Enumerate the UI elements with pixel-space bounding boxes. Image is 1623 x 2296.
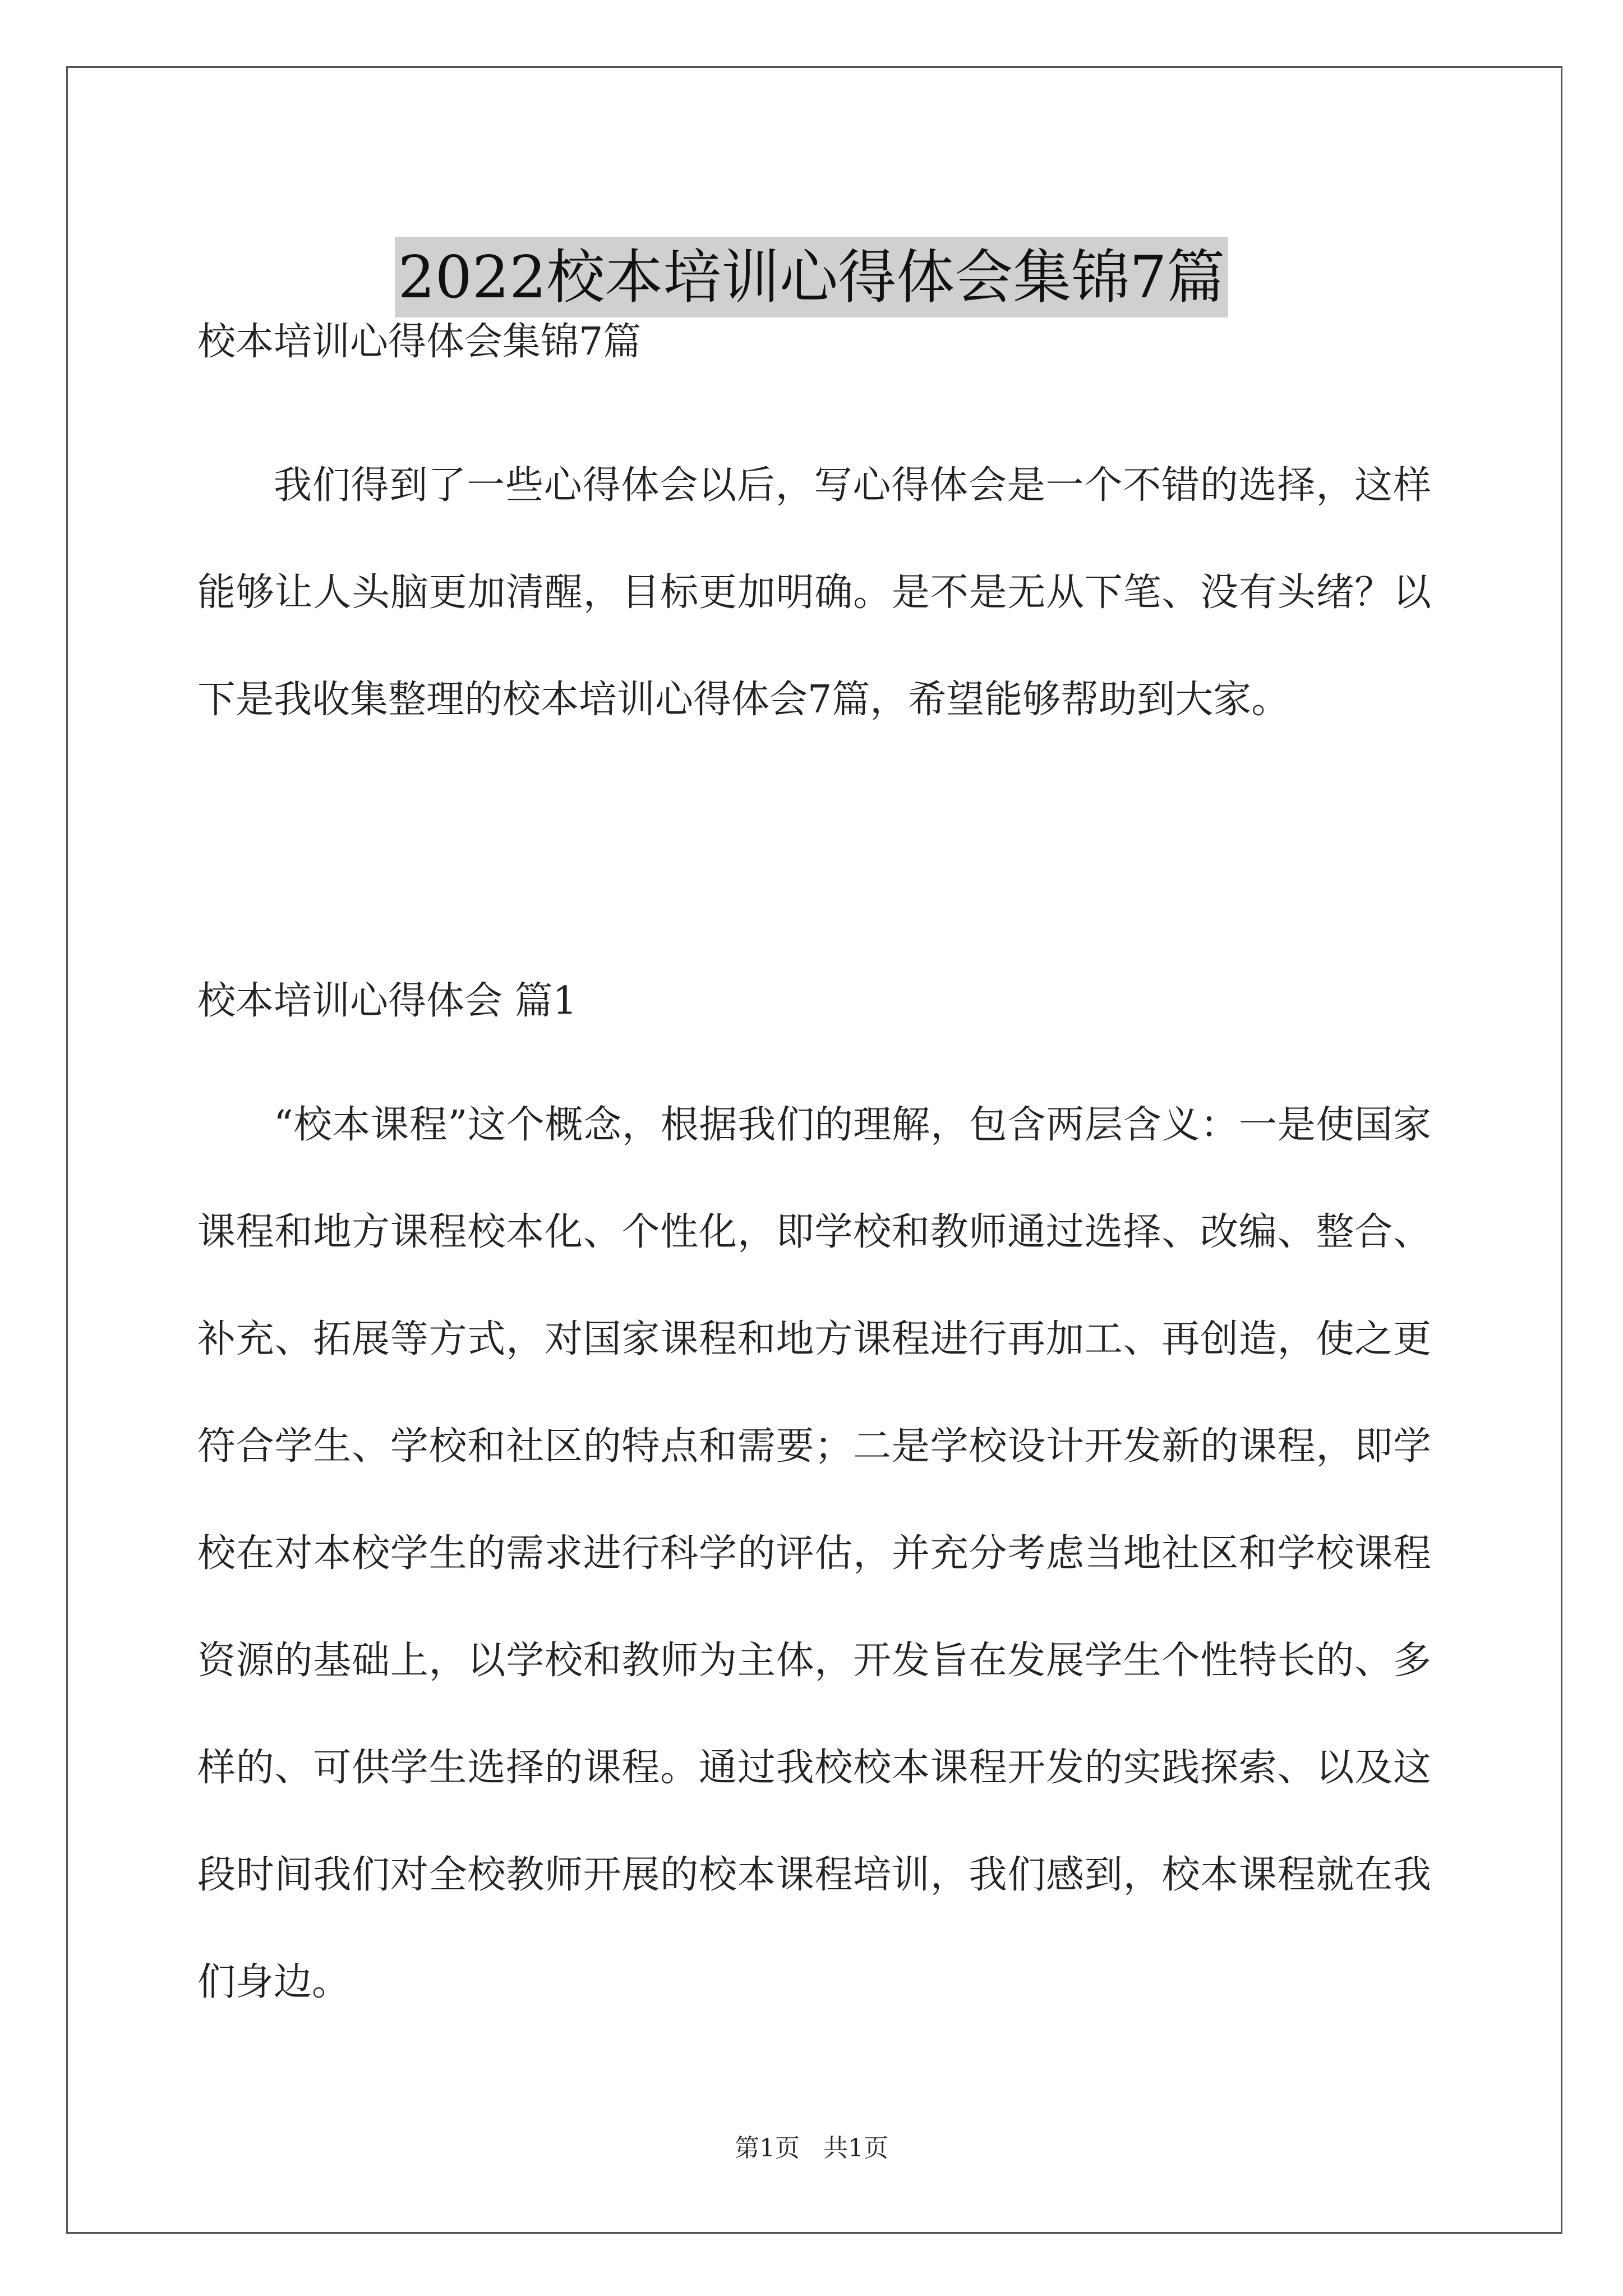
page-number: 第1页 [735, 2134, 800, 2162]
body-paragraph: “校本课程”这个概念，根据我们的理解，包含两层含义：一是使国家课程和地方课程校本化、个性化，即学校和教师通过选择、改编、整合、补充、拓展等方式，对国家课程和地方课程进行再加工、再创造，使之更符合学生、学校和社区的特点和需要；二是学校设计开发新的课程，即学校在对本校学生的需求进行科学的评估，并充分考虑当地社区和学校课程资源的基础上，以学校和教师为主体，开发旨在发展学生个性特长的、多样的、可供学生选择的课程。通过我校校本课程开发的实践探索、以及这段时间我们对全校教师开展的校本课程培训，我们感到，校本课程就在我们身边。 [197, 1103, 1431, 2004]
section-heading: 校本培训心得体会 篇1 [197, 979, 577, 1023]
page-footer [0, 2132, 1623, 2165]
document-subtitle: 校本培训心得体会集锦7篇 [197, 320, 642, 364]
document-title: 2022校本培训心得体会集锦7篇 [395, 237, 1229, 318]
intro-paragraph: 我们得到了一些心得体会以后，写心得体会是一个不错的选择，这样能够让人头脑更加清醒，目标更加明确。是不是无从下笔、没有头绪？以下是我收集整理的校本培训心得体会7篇，希望能够帮助到大家。 [197, 463, 1431, 722]
page-total: 共1页 [823, 2134, 888, 2162]
